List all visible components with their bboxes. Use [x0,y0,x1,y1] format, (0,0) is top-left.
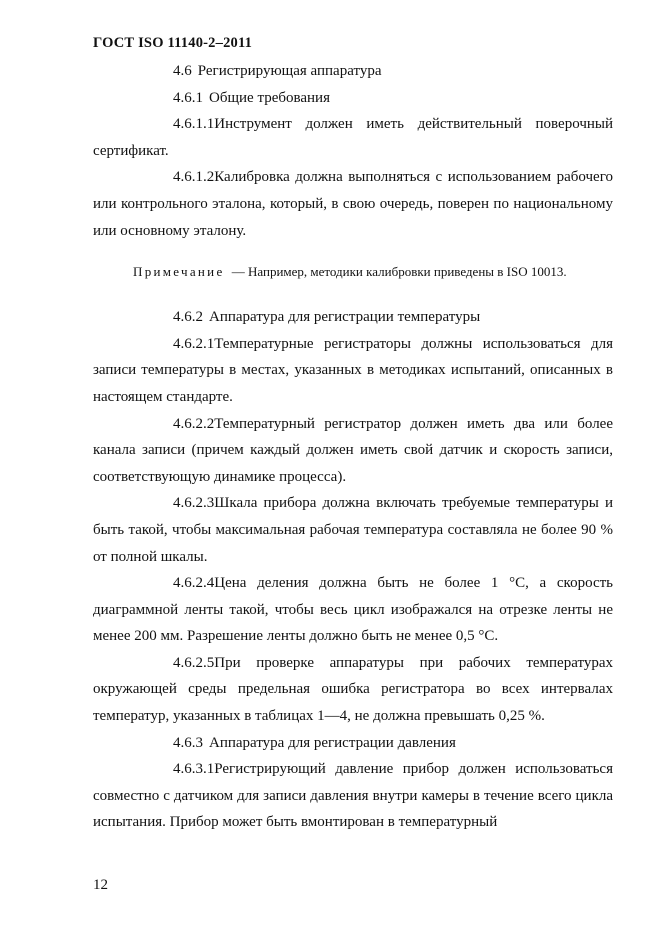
clause-text: Температурный регистратор должен иметь два или более канала записи (причем каждый должен иметь свой датчик и скорость записи, соответствующую динамике процесса). [93,415,613,485]
section-heading [93,58,613,85]
clause-number: 4.6.1.1 [173,116,215,133]
clause-text: Цена деления должна быть не более 1 °С, а скорость диаграммной ленты такой, чтобы весь цикл изображался на отрезке ленты не менее 200 мм. Разрешение ленты должно быть не менее 0,5 °С. [93,575,613,645]
section-title: Аппаратура для регистрации давления [209,734,456,751]
note-label: Примечание [133,264,225,280]
paragraph [93,756,613,836]
clause-number: 4.6.3.1 [173,761,215,778]
section-title: Аппаратура для регистрации температуры [209,309,481,326]
section-heading [93,730,613,757]
clause-text: Инструмент должен иметь действительный поверочный сертификат. [93,116,613,159]
section-heading [93,304,613,331]
clause-text: Регистрирующий давление прибор должен использоваться совместно с датчиком для записи давления внутри камеры в течение всего цикла испытания. Прибор может быть вмонтирован в температурный [93,761,613,831]
page-number: 12 [93,877,108,893]
paragraph [93,570,613,650]
section-number: 4.6.3 [173,734,203,751]
section-number: 4.6.1 [173,89,203,106]
paragraph [93,331,613,411]
section-heading [93,85,613,112]
note [93,262,613,282]
clause-number: 4.6.2.1 [173,335,215,352]
clause-number: 4.6.2.3 [173,495,215,512]
clause-number: 4.6.2.4 [173,575,215,592]
paragraph [93,164,613,244]
clause-text: Температурные регистраторы должны использоваться для записи температуры в местах, указанных в методиках испытаний, описанных в настоящем стандарте. [93,335,613,405]
note-text: Например, методики калибровки приведены в ISO 10013. [248,264,567,280]
clause-number: 4.6.2.5 [173,654,215,671]
clause-text: Шкала прибора должна включать требуемые температуры и быть такой, чтобы максимальная рабочая температура составляла не более 90 % от полной шкалы. [93,495,613,565]
note-dash: — [231,264,245,280]
section-title: Регистрирующая аппаратура [197,63,382,79]
paragraph [93,411,613,491]
document-header: ГОСТ ISO 11140-2–2011 [93,35,253,51]
clause-number: 4.6.2.2 [173,415,215,432]
clause-number: 4.6.1.2 [173,169,215,186]
clause-text: При проверке аппаратуры при рабочих температурах окружающей среды предельная ошибка регистратора во всех интервалах температур, указанных в таблицах 1—4, не должна превышать 0,25 %. [93,654,613,725]
section-title: Общие требования [209,89,330,106]
section-number: 4.6 [173,63,192,79]
paragraph [93,650,613,730]
page-body [93,58,613,836]
paragraph [93,490,613,570]
clause-text: Калибровка должна выполняться с использованием рабочего или контрольного эталона, который, в свою очередь, поверен по национальному или основному эталону. [93,169,613,239]
section-number: 4.6.2 [173,309,203,326]
paragraph [93,111,613,164]
